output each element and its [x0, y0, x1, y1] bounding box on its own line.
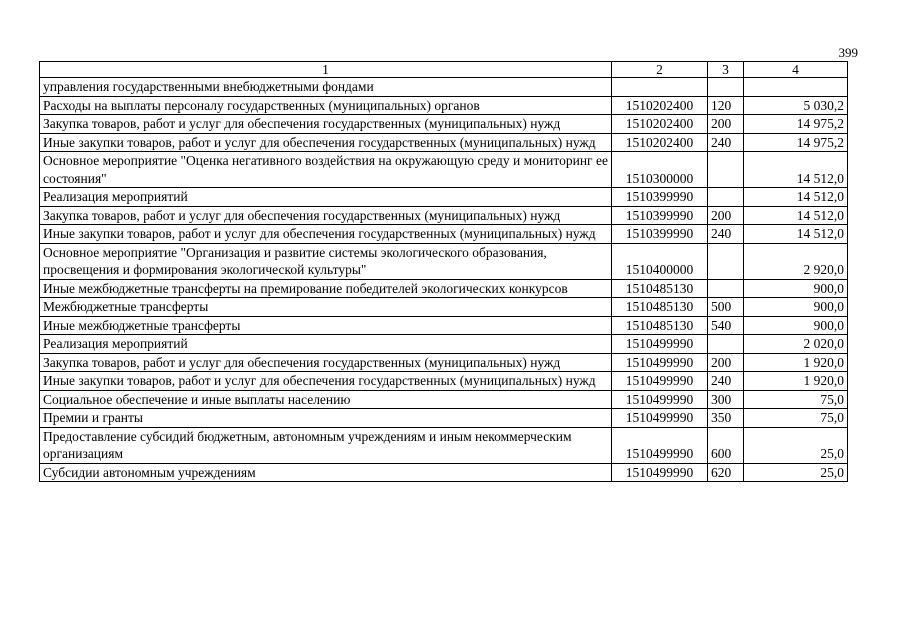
row-expense-type: 120 — [708, 96, 744, 115]
row-target-code: 1510400000 — [612, 243, 708, 279]
table-row — [40, 427, 848, 463]
row-description: Реализация мероприятий — [40, 188, 612, 207]
row-amount: 900,0 — [744, 298, 848, 317]
table-row — [40, 78, 848, 97]
table-row — [40, 463, 848, 482]
table-row — [40, 335, 848, 354]
table-row — [40, 115, 848, 134]
row-description: Основное мероприятие "Оценка негативного воздействия на окружающую среду и мониторинг ее состояния" — [40, 152, 612, 188]
row-target-code: 1510499990 — [612, 335, 708, 354]
column-header: 1 — [40, 62, 612, 78]
row-description: Закупка товаров, работ и услуг для обеспечения государственных (муниципальных) нужд — [40, 353, 612, 372]
row-description: Иные межбюджетные трансферты на премирование победителей экологических конкурсов — [40, 279, 612, 298]
row-target-code: 1510300000 — [612, 152, 708, 188]
row-amount: 1 920,0 — [744, 372, 848, 391]
page-number: 399 — [838, 45, 858, 60]
row-target-code: 1510399990 — [612, 225, 708, 244]
row-amount: 5 030,2 — [744, 96, 848, 115]
row-target-code: 1510399990 — [612, 206, 708, 225]
row-target-code: 1510202400 — [612, 133, 708, 152]
row-amount: 14 512,0 — [744, 206, 848, 225]
table-row — [40, 316, 848, 335]
row-target-code: 1510499990 — [612, 390, 708, 409]
row-description: Субсидии автономным учреждениям — [40, 463, 612, 482]
column-header: 4 — [744, 62, 848, 78]
row-expense-type: 200 — [708, 115, 744, 134]
table-row — [40, 243, 848, 279]
row-expense-type: 500 — [708, 298, 744, 317]
row-amount: 2 020,0 — [744, 335, 848, 354]
row-expense-type: 240 — [708, 372, 744, 391]
table-body — [40, 78, 848, 482]
row-amount: 900,0 — [744, 279, 848, 298]
row-amount: 1 920,0 — [744, 353, 848, 372]
table-row — [40, 133, 848, 152]
row-expense-type: 540 — [708, 316, 744, 335]
row-target-code: 1510399990 — [612, 188, 708, 207]
table-row — [40, 353, 848, 372]
row-amount: 14 975,2 — [744, 133, 848, 152]
row-amount: 14 512,0 — [744, 152, 848, 188]
row-description: Закупка товаров, работ и услуг для обеспечения государственных (муниципальных) нужд — [40, 206, 612, 225]
row-description: Закупка товаров, работ и услуг для обеспечения государственных (муниципальных) нужд — [40, 115, 612, 134]
row-amount: 25,0 — [744, 463, 848, 482]
row-expense-type — [708, 335, 744, 354]
row-target-code: 1510499990 — [612, 372, 708, 391]
row-amount: 75,0 — [744, 390, 848, 409]
row-description: управления государственными внебюджетными фондами — [40, 78, 612, 97]
row-description: Иные межбюджетные трансферты — [40, 316, 612, 335]
row-target-code: 1510499990 — [612, 409, 708, 428]
row-target-code: 1510499990 — [612, 353, 708, 372]
row-description: Расходы на выплаты персоналу государственных (муниципальных) органов — [40, 96, 612, 115]
row-expense-type: 600 — [708, 427, 744, 463]
row-amount: 75,0 — [744, 409, 848, 428]
table-row — [40, 372, 848, 391]
row-expense-type: 620 — [708, 463, 744, 482]
row-description: Премии и гранты — [40, 409, 612, 428]
row-description: Иные закупки товаров, работ и услуг для обеспечения государственных (муниципальных) нужд — [40, 372, 612, 391]
row-target-code: 1510485130 — [612, 298, 708, 317]
row-target-code: 1510202400 — [612, 115, 708, 134]
row-target-code: 1510485130 — [612, 316, 708, 335]
table-row — [40, 279, 848, 298]
row-description: Иные закупки товаров, работ и услуг для обеспечения государственных (муниципальных) нужд — [40, 225, 612, 244]
table-row — [40, 188, 848, 207]
table-row — [40, 96, 848, 115]
row-target-code: 1510485130 — [612, 279, 708, 298]
row-description: Основное мероприятие "Организация и развитие системы экологического образования, просвещения и формирования экологической культуры" — [40, 243, 612, 279]
row-expense-type: 240 — [708, 133, 744, 152]
row-amount: 14 512,0 — [744, 188, 848, 207]
table-row — [40, 225, 848, 244]
table-row — [40, 206, 848, 225]
budget-table — [39, 61, 848, 482]
row-expense-type — [708, 243, 744, 279]
row-description: Межбюджетные трансферты — [40, 298, 612, 317]
row-expense-type — [708, 152, 744, 188]
row-description: Иные закупки товаров, работ и услуг для обеспечения государственных (муниципальных) нужд — [40, 133, 612, 152]
row-amount: 25,0 — [744, 427, 848, 463]
table-row — [40, 152, 848, 188]
row-expense-type — [708, 188, 744, 207]
row-target-code: 1510202400 — [612, 96, 708, 115]
table-row — [40, 409, 848, 428]
row-amount: 14 512,0 — [744, 225, 848, 244]
row-description: Социальное обеспечение и иные выплаты населению — [40, 390, 612, 409]
row-amount: 2 920,0 — [744, 243, 848, 279]
row-amount: 900,0 — [744, 316, 848, 335]
row-amount: 14 975,2 — [744, 115, 848, 134]
row-target-code — [612, 78, 708, 97]
row-amount — [744, 78, 848, 97]
row-expense-type: 200 — [708, 206, 744, 225]
table-row — [40, 298, 848, 317]
row-description: Предоставление субсидий бюджетным, автономным учреждениям и иным некоммерческим организациям — [40, 427, 612, 463]
row-expense-type — [708, 78, 744, 97]
row-expense-type: 350 — [708, 409, 744, 428]
row-expense-type: 200 — [708, 353, 744, 372]
row-target-code: 1510499990 — [612, 463, 708, 482]
row-target-code: 1510499990 — [612, 427, 708, 463]
row-description: Реализация мероприятий — [40, 335, 612, 354]
table-row — [40, 390, 848, 409]
table-header-row — [40, 62, 848, 78]
row-expense-type: 300 — [708, 390, 744, 409]
row-expense-type: 240 — [708, 225, 744, 244]
row-expense-type — [708, 279, 744, 298]
column-header: 3 — [708, 62, 744, 78]
column-header: 2 — [612, 62, 708, 78]
